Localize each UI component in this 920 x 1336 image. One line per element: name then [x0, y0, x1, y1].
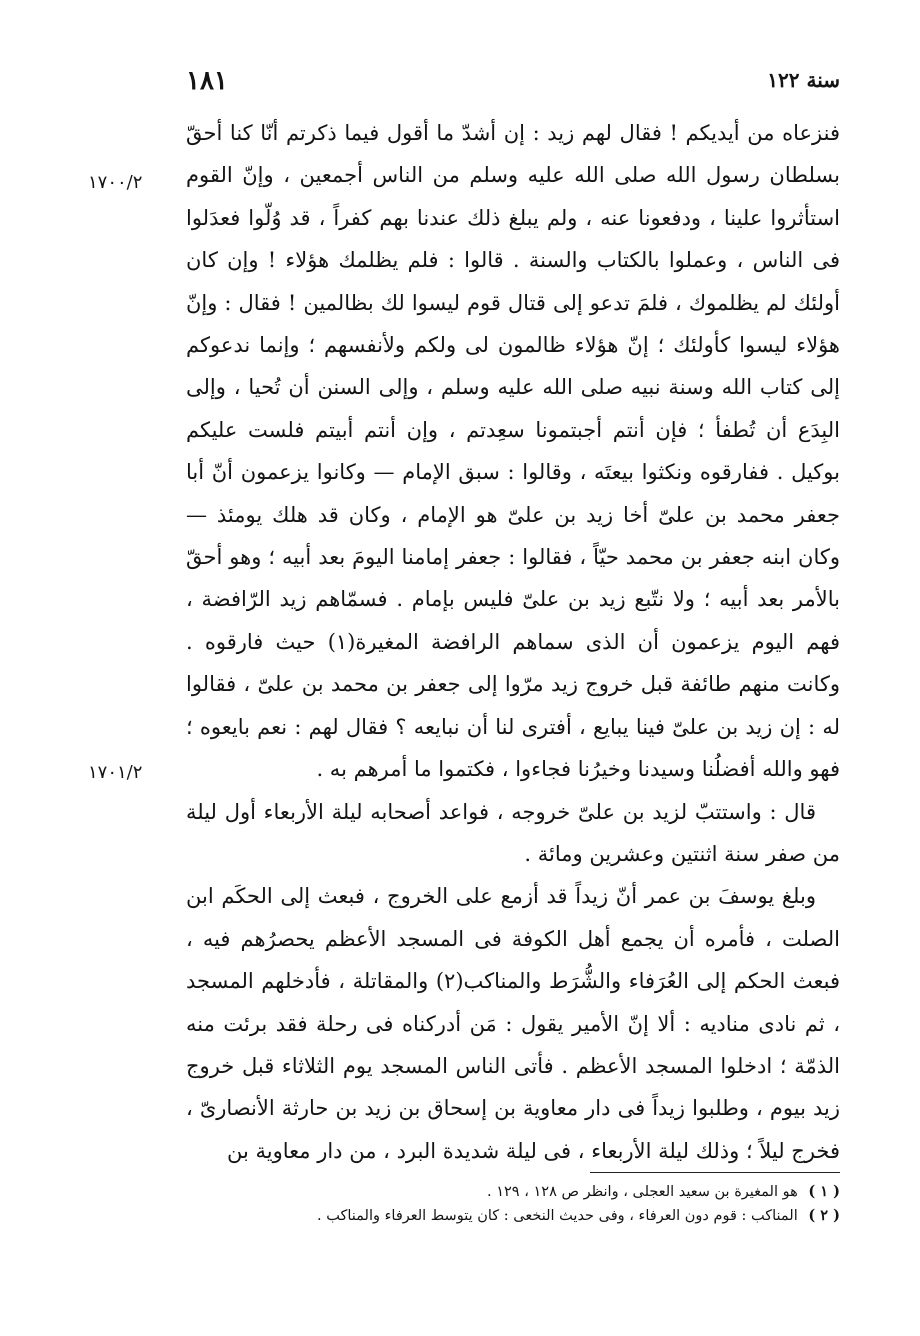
footnotes [186, 1180, 840, 1228]
page-number: ١٨١ [186, 66, 228, 96]
page-header [186, 66, 840, 106]
paragraph: وبلغ يوسفَ بن عمر أنّ زيداً قد أزمع على الخروج ، فبعث إلى الحكَم ابن الصلت ، فأمره أن يجمع أهل الكوفة فى المسجد الأعظم يحصرُهم فيه ، فبعث الحكم إلى العُرَفاء والشُّرَط والمناكب(٢) والمقاتلة ، فأدخلهم المسجد ، ثم نادى مناديه : ألا إنّ الأمير يقول : مَن أدركناه فى رحلة فقد برئت منه الذمّة ؛ ادخلوا المسجد الأعظم . فأتى الناس المسجد يوم الثلاثاء قبل خروج زيد بيوم ، وطلبوا زيداً فى دار معاوية بن إسحاق بن زيد بن حارثة الأنصارىّ ، فخرج ليلاً ؛ وذلك ليلة الأربعاء ، فى ليلة شديدة البرد ، من دار معاوية بن [186, 884, 841, 1163]
paragraph: فنزعاه من أيديكم ! فقال لهم زيد : إن أشدّ ما أقول فيما ذكرتم أنّا كنا أحقّ بسلطان رسول الله صلى الله عليه وسلم من الناس أجمعين ، وإنّ القوم استأثروا علينا ، ودفعونا عنه ، ولم يبلغ ذلك عندنا بهم كفراً ، قد وُلّوا فعدَلوا فى الناس ، وعملوا بالكتاب والسنة . قالوا : فلم يظلمك هؤلاء ! وإن كان أولئك لم يظلموك ، فلمَ تدعو إلى قتال قوم ليسوا لك بظالمين ! فقال : وإنّ هؤلاء ليسوا كأولئك ؛ إنّ هؤلاء ظالمون لى ولكم ولأنفسهم ؛ وإنما ندعوكم إلى كتاب الله وسنة نبيه صلى الله عليه وسلم ، وإلى السنن أن تُحيا ، وإلى البِدَع أن تُطفأ ؛ فإن أنتم أجبتمونا سعِدتم ، وإن أنتم أبيتم فلست عليكم بوكيل . ففارقوه ونكثوا بيعتَه ، وقالوا : سبق الإمام — وكانوا يزعمون أنّ أبا جعفر محمد بن علىّ أخا زيد بن علىّ هو الإمام ، وكان قد هلك يومئذ — وكان ابنه جعفر بن محمد حيّاً ، فقالوا : جعفر إمامنا اليومَ بعد أبيه ؛ وهو أحقّ بالأمر بعد أبيه ؛ ولا نتّبع زيد بن علىّ فليس بإمام . فسمّاهم زيد الرّافضة ، فهم اليوم يزعمون أن الذى سماهم الرافضة المغيرة(١) حيث فارقوه . وكانت منهم طائفة قبل خروج زيد مرّوا إلى جعفر بن محمد بن علىّ ، فقالوا له : إن زيد بن علىّ فينا يبايع ، أفترى لنا أن نبايعه ؟ فقال لهم : نعم بايعوه ؛ فهو والله أفضلُنا وسيدنا وخيرُنا فجاءوا ، فكتموا ما أمرهم به . [186, 121, 840, 782]
footnote-number: ( ١ ) [808, 1183, 840, 1200]
footnote-text: هو المغيرة بن سعيد العجلى ، وانظر ص ١٢٨ ، ١٢٩ . [487, 1184, 798, 1200]
footnote-number: ( ٢ ) [808, 1207, 840, 1224]
footnote [186, 1180, 840, 1204]
running-head-year: سنة ١٢٢ [767, 68, 840, 92]
margin-marker: ١٧٠١/٢ [88, 762, 143, 783]
footnote [186, 1204, 840, 1228]
margin-marker: ١٧٠٠/٢ [88, 172, 143, 193]
paragraph: قال : واستتبّ لزيد بن علىّ خروجه ، فواعد أصحابه ليلة الأربعاء أول ليلة من صفر سنة اثنتين وعشرين ومائة . [186, 799, 840, 866]
main-text [186, 112, 840, 1172]
footnote-divider [590, 1172, 840, 1173]
footnote-text: المناكب : قوم دون العرفاء ، وفى حديث النخعى : كان يتوسط العرفاء والمناكب . [316, 1208, 798, 1224]
